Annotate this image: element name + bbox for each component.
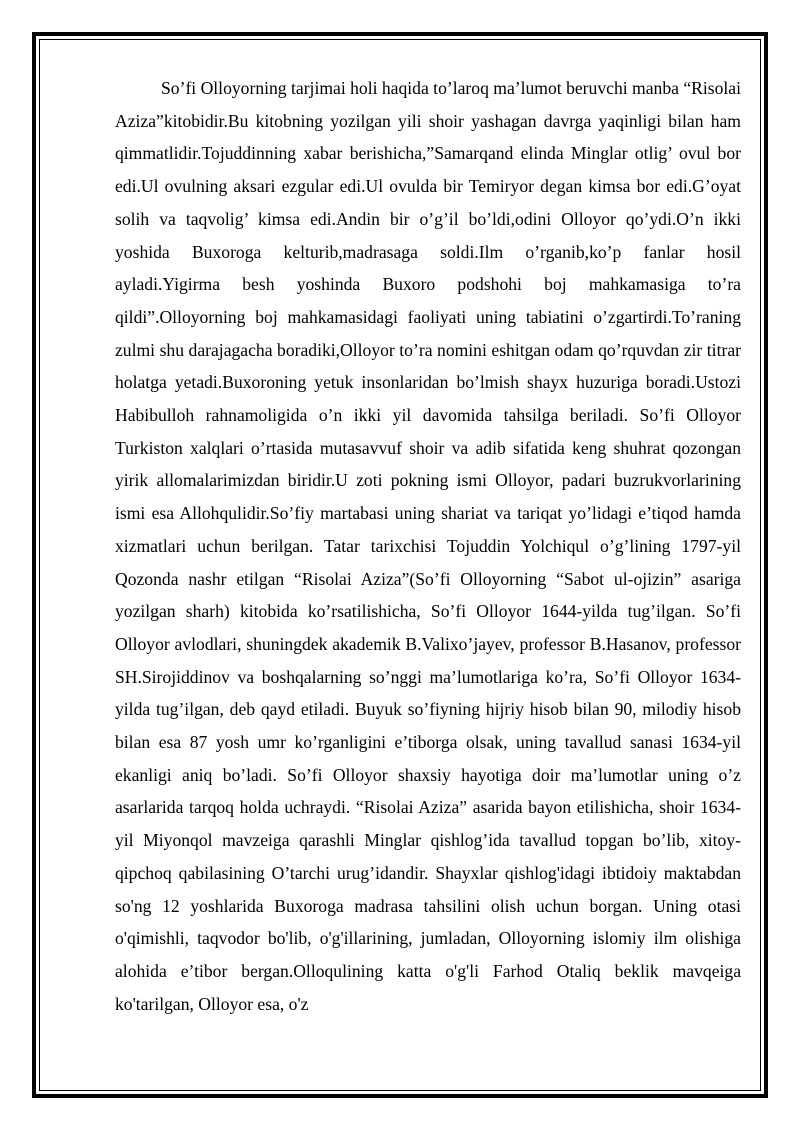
document-body (115, 72, 741, 1020)
body-paragraph: So’fi Olloyorning tarjimai holi haqida to’laroq ma’lumot beruvchi manba “Risolai Aziza”kitobidir.Bu kitobning yozilgan yili shoir yashagan davrga yaqinligi bilan ham qimmatlidir.Tojuddinning xabar berishicha,”Samarqand elinda Minglar otlig’ ovul bor edi.Ul ovulning aksari ezgular edi.Ul ovulda bir Temiryor degan kimsa bor edi.G’oyat solih va taqvolig’ kimsa edi.Andin bir o’g’il bo’ldi,odini Olloyor qo’ydi.O’n ikki yoshida Buxoroga kelturib,madrasaga soldi.Ilm o’rganib,ko’p fanlar hosil ayladi.Yigirma besh yoshinda Buxoro podshohi boj mahkamasiga to’ra qildi”.Olloyorning boj mahkamasidagi faoliyati uning tabiatini o’zgartirdi.To’raning zulmi shu darajagacha boradiki,Olloyor to’ra nomini eshitgan odam qo’rquvdan zir titrar holatga yetadi.Buxoroning yetuk insonlaridan bo’lmish shayx huzuriga boradi.Ustozi Habibulloh rahnamoligida o’n ikki yil davomida tahsilga beriladi. So’fi Olloyor Turkiston xalqlari o’rtasida mutasavvuf shoir va adib sifatida keng shuhrat qozongan yirik allomalarimizdan biridir.U zoti pokning ismi Olloyor, padari buzrukvorlarining ismi esa Allohqulidir.So’fiy martabasi uning shariat va tariqat yo’lidagi e’tiqod hamda xizmatlari uchun berilgan. Tatar tarixchisi Tojuddin Yolchiqul o’g’lining 1797-yil Qozonda nashr etilgan “Risolai Aziza”(So’fi Olloyorning “Sabot ul-ojizin” asariga yozilgan sharh) kitobida ko’rsatilishicha, So’fi Olloyor 1644-yilda tug’ilgan. So’fi Olloyor avlodlari, shuningdek akademik B.Valixo’jayev, professor B.Hasanov, professor SH.Sirojiddinov va boshqalarning so’nggi ma’lumotlariga ko’ra, So’fi Olloyor 1634-yilda tug’ilgan, deb qayd etiladi. Buyuk so’fiyning hijriy hisob bilan 90, milodiy hisob bilan esa 87 yosh umr ko’rganligini e’tiborga olsak, uning tavallud sanasi 1634-yil ekanligi aniq bo’ladi. So’fi Olloyor shaxsiy hayotiga doir ma’lumotlar uning o’z asarlarida tarqoq holda uchraydi. “Risolai Aziza” asarida bayon etilishicha, shoir 1634-yil Miyonqol mavzeiga qarashli Minglar qishlog’ida tavallud topgan bo’lib, xitoy-qipchoq qabilasining O’tarchi urug’idandir. Shayxlar qishlog'idagi ibtidoiy maktabdan so'ng 12 yoshlarida Buxoroga madrasa tahsilini olish uchun borgan. Uning otasi o'qimishli, taqvodor bo'lib, o'g'illarining, jumladan, Olloyorning islomiy ilm olishiga alohida e’tibor bergan.Olloqulining katta o'g'li Farhod Otaliq beklik mavqeiga ko'tarilgan, Olloyor esa, o'z (115, 78, 741, 1014)
